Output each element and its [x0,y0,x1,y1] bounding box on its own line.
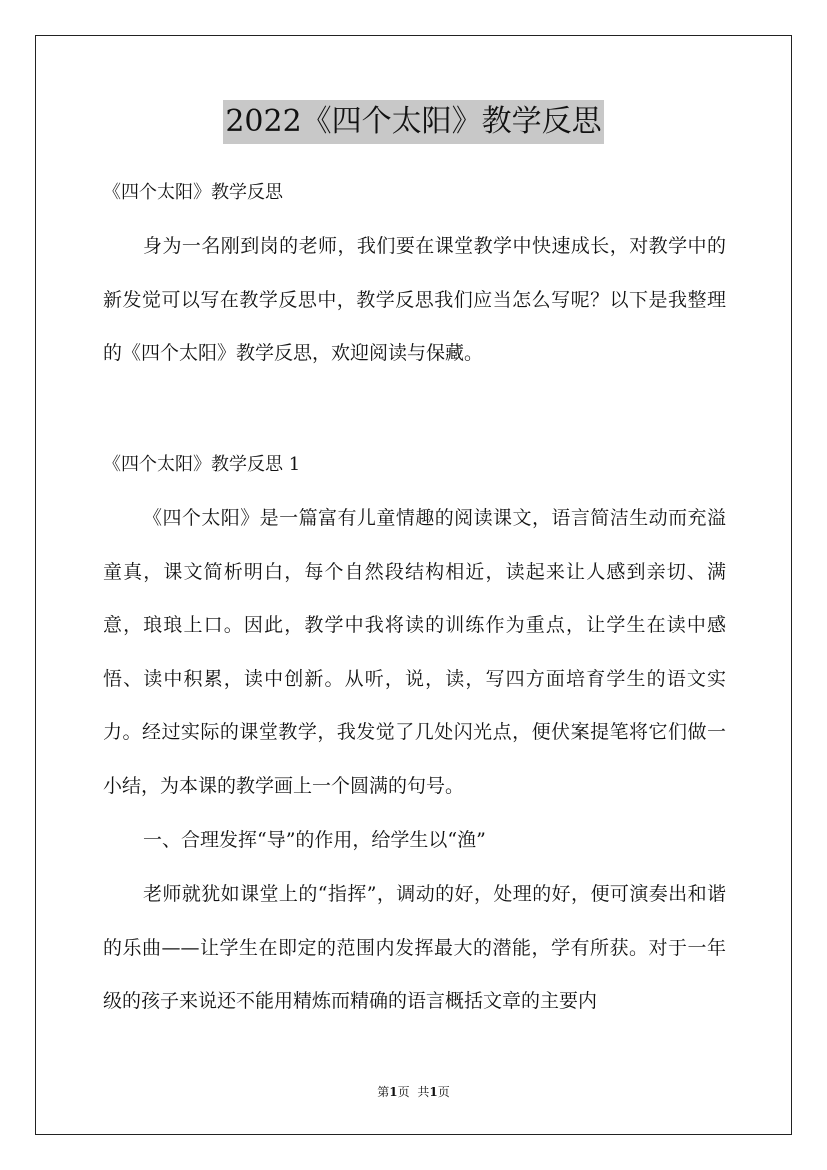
document-subtitle: 《四个太阳》教学反思 [103,182,283,203]
total-pages: 1 [429,1085,438,1099]
page-prefix: 第 [377,1085,390,1099]
document-title-block [0,100,827,144]
total-prefix: 共 [417,1085,430,1099]
total-suffix: 页 [437,1085,450,1099]
document-title: 2022《四个太阳》教学反思 [223,100,603,144]
page-footer [0,1083,827,1101]
section-heading: 《四个太阳》教学反思 1 [103,454,301,475]
page-suffix: 页 [397,1085,410,1099]
intro-paragraph: 身为一名刚到岗的老师，我们要在课堂教学中快速成长，对教学中的新发觉可以写在教学反思中，教学反思我们应当怎么写呢？以下是我整理的《四个太阳》教学反思，欢迎阅读与保藏。 [103,235,726,364]
section-paragraph: 《四个太阳》是一篇富有儿童情趣的阅读课文，语言简洁生动而充溢童真，课文简析明白，每个自然段结构相近，读起来让人感到亲切、满意，琅琅上口。因此，教学中我将读的训练作为重点，让学生在读中感悟、读中积累，读中创新。从听，说，读，写四方面培育学生的语文实力。经过实际的课堂教学，我发觉了几处闪光点，便伏案提笔将它们做一小结，为本课的教学画上一个圆满的句号。 [103,507,726,797]
section-paragraph-2: 老师就犹如课堂上的“指挥”，调动的好，处理的好，便可演奏出和谐的乐曲——让学生在即定的范围内发挥最大的潜能，学有所获。对于一年级的孩子来说还不能用精炼而精确的语言概括文章的主要内 [103,883,726,1012]
page-number: 1 [389,1085,398,1099]
section-point-heading: 一、合理发挥“导”的作用，给学生以“渔” [143,829,486,851]
